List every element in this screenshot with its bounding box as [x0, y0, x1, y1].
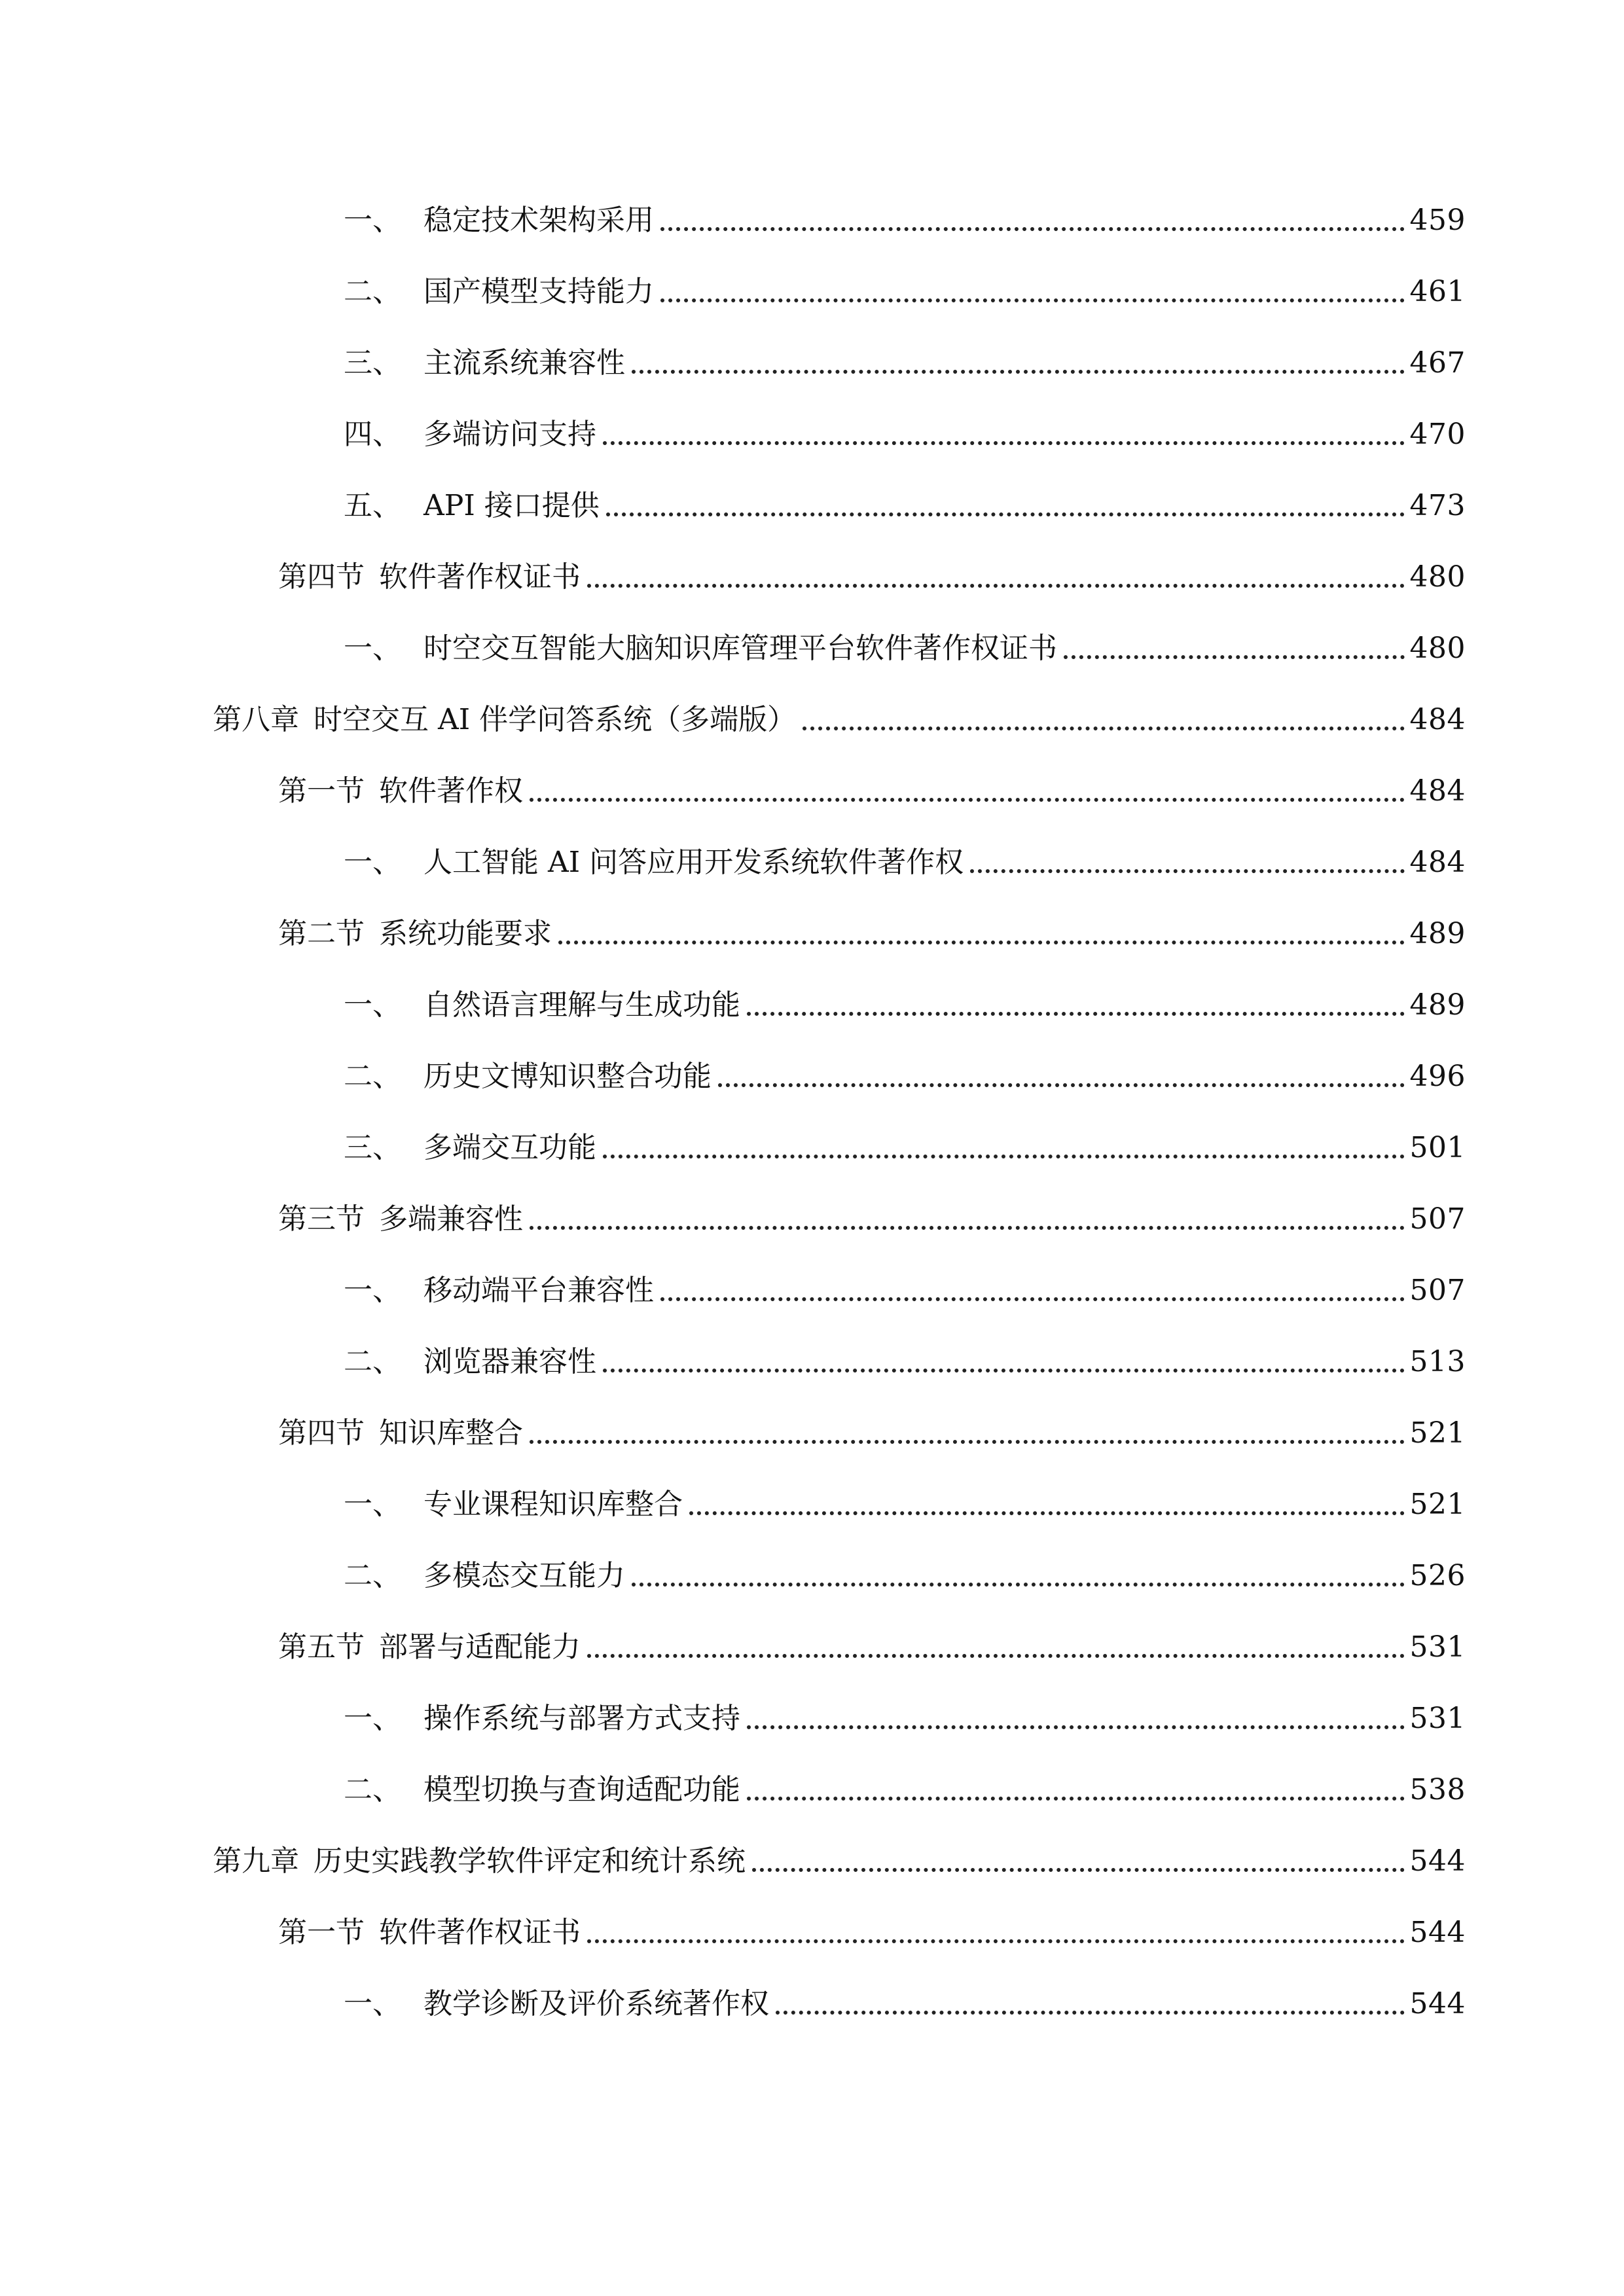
toc-entry-page: 484 — [1409, 846, 1466, 879]
toc-entry-number: 一、 — [344, 846, 401, 879]
dot-leader — [587, 584, 1405, 588]
toc-entry-number: 一、 — [344, 1702, 401, 1735]
dot-leader — [632, 1583, 1405, 1587]
toc-entry-page: 531 — [1409, 1630, 1466, 1664]
toc-entry-title: 移动端平台兼容性 — [424, 1274, 654, 1307]
toc-entry-number: 第一节 — [278, 1916, 365, 1949]
dot-leader — [632, 370, 1405, 374]
toc-entry-number: 一、 — [344, 1274, 401, 1307]
toc-entry-title: 多端交互功能 — [424, 1131, 596, 1164]
toc-entry-page: 496 — [1409, 1060, 1466, 1093]
toc-entry-title: API 接口提供 — [424, 489, 600, 522]
toc-entry-page: 521 — [1409, 1416, 1466, 1450]
toc-entry-number: 第一节 — [278, 774, 365, 808]
toc-entry-page: 501 — [1409, 1131, 1466, 1164]
toc-entry-title: 浏览器兼容性 — [424, 1345, 596, 1378]
toc-entry-number: 一、 — [344, 632, 401, 665]
dot-leader — [660, 227, 1405, 231]
toc-entry[interactable] — [344, 1693, 1466, 1745]
dot-leader — [752, 1868, 1405, 1872]
toc-entry[interactable] — [344, 1122, 1466, 1174]
toc-entry[interactable] — [344, 408, 1466, 461]
toc-entry-page: 484 — [1409, 703, 1466, 736]
toc-entry[interactable] — [278, 1621, 1466, 1674]
dot-leader — [660, 298, 1405, 302]
toc-entry[interactable] — [344, 1550, 1466, 1602]
toc-entry-title: 主流系统兼容性 — [424, 346, 625, 380]
toc-entry-title: 自然语言理解与生成功能 — [424, 988, 740, 1022]
toc-entry-number: 第五节 — [278, 1630, 365, 1664]
toc-entry-page: 544 — [1409, 1987, 1466, 2020]
toc-entry-title: 稳定技术架构采用 — [424, 204, 654, 237]
dot-leader — [1064, 655, 1405, 659]
toc-entry[interactable] — [344, 337, 1466, 389]
toc-entry-title: 软件著作权 — [379, 774, 523, 808]
toc-entry[interactable] — [278, 908, 1466, 960]
dot-leader — [970, 869, 1404, 873]
toc-entry-page: 473 — [1409, 489, 1466, 522]
dot-leader — [603, 1155, 1405, 1158]
toc-entry-title: 软件著作权证书 — [379, 560, 581, 594]
toc-entry-page: 489 — [1409, 917, 1466, 950]
toc-entry-title: 操作系统与部署方式支持 — [424, 1702, 740, 1735]
toc-entry-number: 第四节 — [278, 560, 365, 594]
toc-entry-title: 多端访问支持 — [424, 418, 596, 451]
toc-entry-page: 480 — [1409, 632, 1466, 665]
toc-entry-number: 五、 — [344, 489, 401, 522]
toc-entry[interactable] — [344, 1336, 1466, 1388]
toc-entry-title: 时空交互 AI 伴学问答系统（多端版） — [314, 703, 797, 736]
toc-entry-number: 三、 — [344, 346, 401, 380]
toc-entry-page: 467 — [1409, 346, 1466, 380]
toc-entry-title: 教学诊断及评价系统著作权 — [424, 1987, 769, 2020]
toc-entry-title: 多端兼容性 — [379, 1202, 523, 1236]
toc-entry-number: 三、 — [344, 1131, 401, 1164]
dot-leader — [747, 1725, 1405, 1729]
toc-entry-page: 489 — [1409, 988, 1466, 1022]
toc-entry[interactable] — [213, 694, 1466, 746]
toc-entry-page: 531 — [1409, 1702, 1466, 1735]
toc-entry-number: 一、 — [344, 1488, 401, 1521]
toc-entry[interactable] — [344, 266, 1466, 318]
toc-entry[interactable] — [344, 194, 1466, 247]
toc-entry-title: 知识库整合 — [379, 1416, 523, 1450]
toc-entry-number: 四、 — [344, 418, 401, 451]
toc-entry[interactable] — [344, 1479, 1466, 1531]
toc-entry-number: 二、 — [344, 1345, 401, 1378]
toc-entry-title: 专业课程知识库整合 — [424, 1488, 683, 1521]
toc-entry-page: 461 — [1409, 275, 1466, 308]
dot-leader — [776, 2011, 1405, 2015]
dot-leader — [660, 1297, 1405, 1301]
toc-entry-number: 一、 — [344, 1987, 401, 2020]
toc-entry[interactable] — [344, 1265, 1466, 1317]
toc-entry-page: 470 — [1409, 418, 1466, 451]
toc-entry[interactable] — [344, 622, 1466, 675]
toc-entry-title: 模型切换与查询适配功能 — [424, 1773, 740, 1806]
toc-entry-title: 人工智能 AI 问答应用开发系统软件著作权 — [424, 846, 964, 879]
toc-entry[interactable] — [278, 765, 1466, 817]
toc-entry-number: 二、 — [344, 1773, 401, 1806]
dot-leader — [530, 798, 1405, 802]
toc-entry-title: 部署与适配能力 — [379, 1630, 581, 1664]
toc-entry-title: 历史文博知识整合功能 — [424, 1060, 712, 1093]
dot-leader — [803, 726, 1404, 730]
toc-entry-page: 480 — [1409, 560, 1466, 594]
toc-entry-number: 二、 — [344, 1060, 401, 1093]
dot-leader — [747, 1797, 1405, 1801]
toc-entry[interactable] — [278, 551, 1466, 603]
dot-leader — [689, 1511, 1405, 1515]
toc-entry-number: 第九章 — [213, 1844, 299, 1878]
toc-entry-number: 第四节 — [278, 1416, 365, 1450]
toc-entry[interactable] — [344, 1050, 1466, 1103]
toc-entry-page: 544 — [1409, 1916, 1466, 1949]
toc-entry-title: 系统功能要求 — [379, 917, 552, 950]
toc-entry-page: 544 — [1409, 1844, 1466, 1878]
toc-entry[interactable] — [344, 1764, 1466, 1816]
dot-leader — [603, 1369, 1405, 1372]
toc-entry[interactable] — [344, 836, 1466, 889]
toc-entry-page: 459 — [1409, 204, 1466, 237]
toc-entry[interactable] — [278, 1193, 1466, 1246]
toc-entry[interactable] — [344, 1978, 1466, 2030]
toc-entry-page: 513 — [1409, 1345, 1466, 1378]
toc-entry[interactable] — [213, 1835, 1466, 1888]
toc-entry-number: 第二节 — [278, 917, 365, 950]
toc-entry-number: 一、 — [344, 204, 401, 237]
toc-entry[interactable] — [344, 480, 1466, 532]
dot-leader — [530, 1440, 1405, 1444]
dot-leader — [587, 1654, 1405, 1658]
toc-entry-title: 历史实践教学软件评定和统计系统 — [314, 1844, 746, 1878]
toc-entry-title: 多模态交互能力 — [424, 1559, 625, 1592]
toc-entry-page: 507 — [1409, 1202, 1466, 1236]
toc-entry-title: 软件著作权证书 — [379, 1916, 581, 1949]
toc-entry-number: 一、 — [344, 988, 401, 1022]
toc-entry-page: 521 — [1409, 1488, 1466, 1521]
toc-entry-page: 507 — [1409, 1274, 1466, 1307]
dot-leader — [747, 1012, 1405, 1016]
toc-entry-number: 二、 — [344, 1559, 401, 1592]
dot-leader — [603, 441, 1405, 445]
toc-entry-page: 484 — [1409, 774, 1466, 808]
toc-entry[interactable] — [278, 1907, 1466, 1959]
dot-leader — [530, 1226, 1405, 1230]
toc-entry-page: 526 — [1409, 1559, 1466, 1592]
toc-entry[interactable] — [278, 1407, 1466, 1460]
dot-leader — [558, 941, 1405, 944]
toc-entry[interactable] — [344, 979, 1466, 1031]
dot-leader — [718, 1083, 1405, 1087]
toc-entry-title: 时空交互智能大脑知识库管理平台软件著作权证书 — [424, 632, 1057, 665]
toc-entry-number: 二、 — [344, 275, 401, 308]
dot-leader — [606, 512, 1405, 516]
toc-entry-number: 第八章 — [213, 703, 299, 736]
toc-entry-number: 第三节 — [278, 1202, 365, 1236]
toc-entry-title: 国产模型支持能力 — [424, 275, 654, 308]
dot-leader — [587, 1939, 1405, 1943]
toc-entry-page: 538 — [1409, 1773, 1466, 1806]
